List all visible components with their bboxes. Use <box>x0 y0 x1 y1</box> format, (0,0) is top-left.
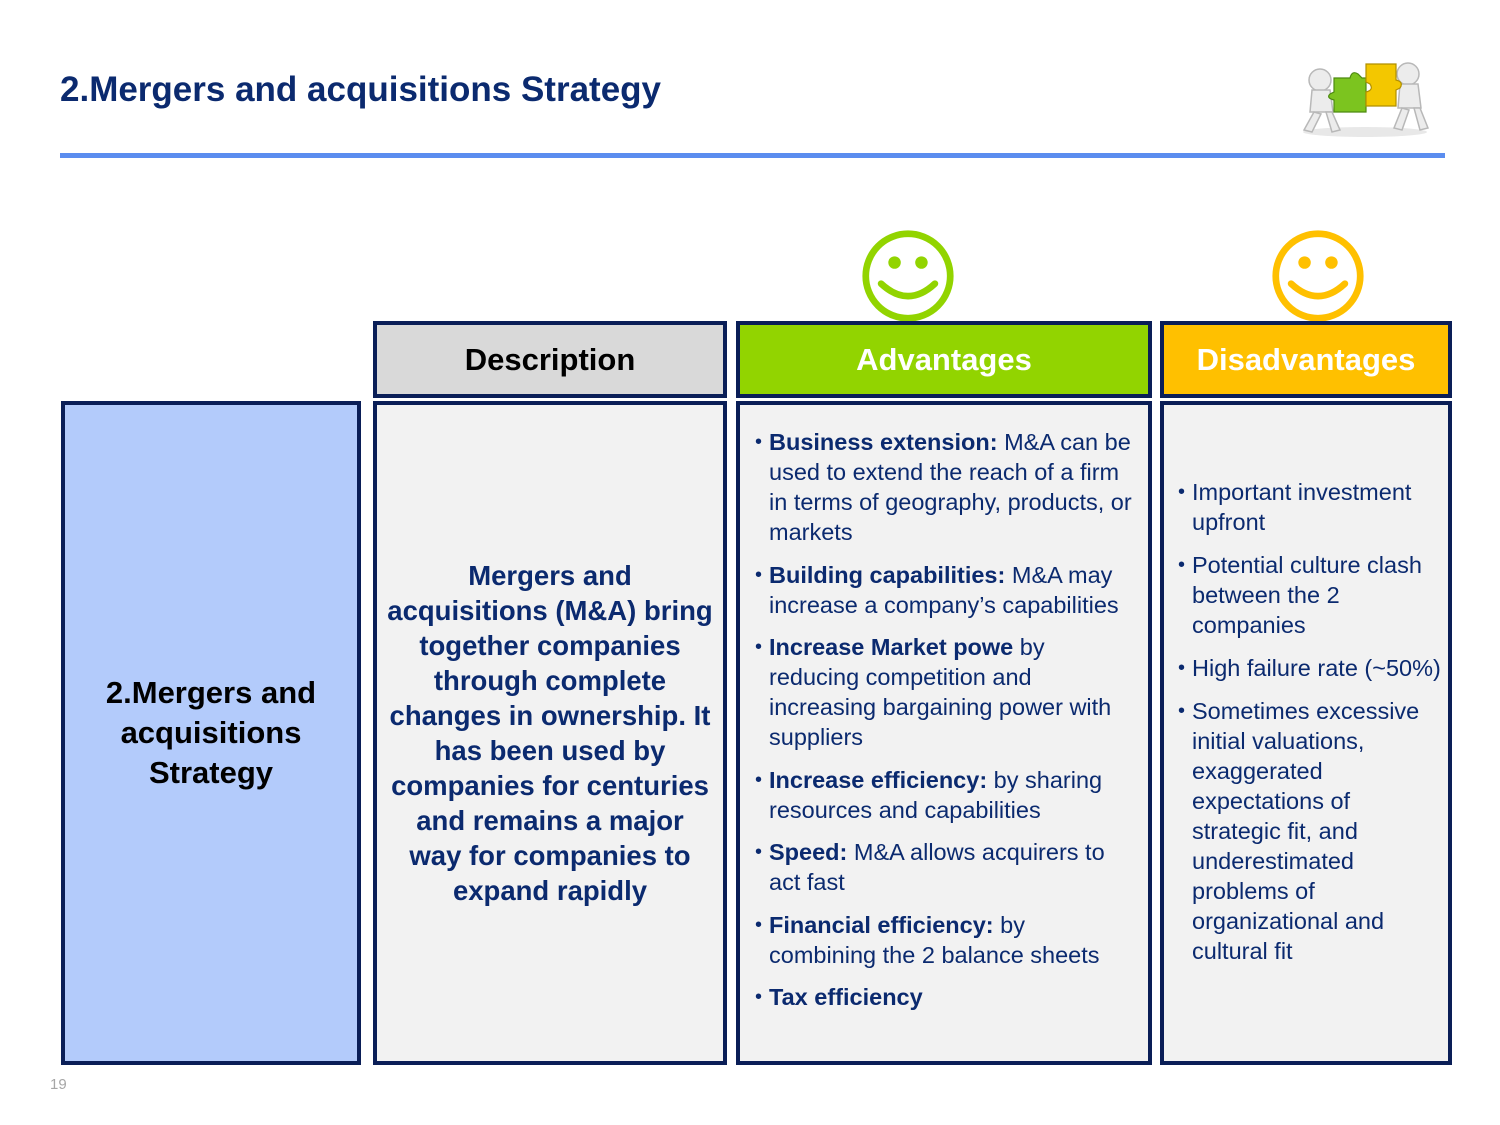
smiley-green-icon <box>860 228 956 324</box>
advantages-list <box>755 427 1136 1025</box>
disadvantage-item: • High failure rate (~50%) <box>1178 653 1442 683</box>
page-number: 19 <box>50 1076 67 1093</box>
advantage-item: • Increase efficiency: by sharing resources and capabilities <box>755 765 1136 825</box>
advantages-header: Advantages <box>736 321 1152 398</box>
smiley-yellow-icon <box>1270 228 1366 324</box>
advantage-item: • Speed: M&A allows acquirers to act fast <box>755 837 1136 897</box>
slide-title: 2.Mergers and acquisitions Strategy <box>60 70 662 109</box>
puzzle-figures-icon <box>1290 50 1440 140</box>
description-box <box>373 401 727 1065</box>
advantage-item: • Financial efficiency: by combining the 2 balance sheets <box>755 910 1136 970</box>
disadvantages-list <box>1178 477 1442 979</box>
disadvantages-box <box>1160 401 1452 1065</box>
strategy-label: 2.Mergers and acquisitions Strategy <box>105 675 317 790</box>
disadvantages-header: Disadvantages <box>1160 321 1452 398</box>
disadvantage-item: • Important investment upfront <box>1178 477 1442 537</box>
advantage-item: • Increase Market powe by reducing competition and increasing bargaining power with suppliers <box>755 632 1136 752</box>
advantage-item: • Building capabilities: M&A may increase a company’s capabilities <box>755 560 1136 620</box>
disadvantage-item: • Sometimes excessive initial valuations, exaggerated expectations of strategic fit, and underestimated problems of organizational and cultural fit <box>1178 696 1442 966</box>
advantages-box <box>736 401 1152 1065</box>
advantage-item: • Business extension: M&A can be used to extend the reach of a firm in terms of geography, products, or markets <box>755 427 1136 547</box>
advantage-item: • Tax efficiency <box>755 982 1136 1012</box>
description-header: Description <box>373 321 727 398</box>
disadvantage-item: • Potential culture clash between the 2 companies <box>1178 550 1442 640</box>
title-underline <box>60 153 1445 158</box>
description-text: Mergers and acquisitions (M&A) bring together companies through complete changes in ownership. It has been used by companies for centuries and remains a major way for companies to expand rapidly <box>387 560 713 906</box>
strategy-label-box <box>61 401 361 1065</box>
